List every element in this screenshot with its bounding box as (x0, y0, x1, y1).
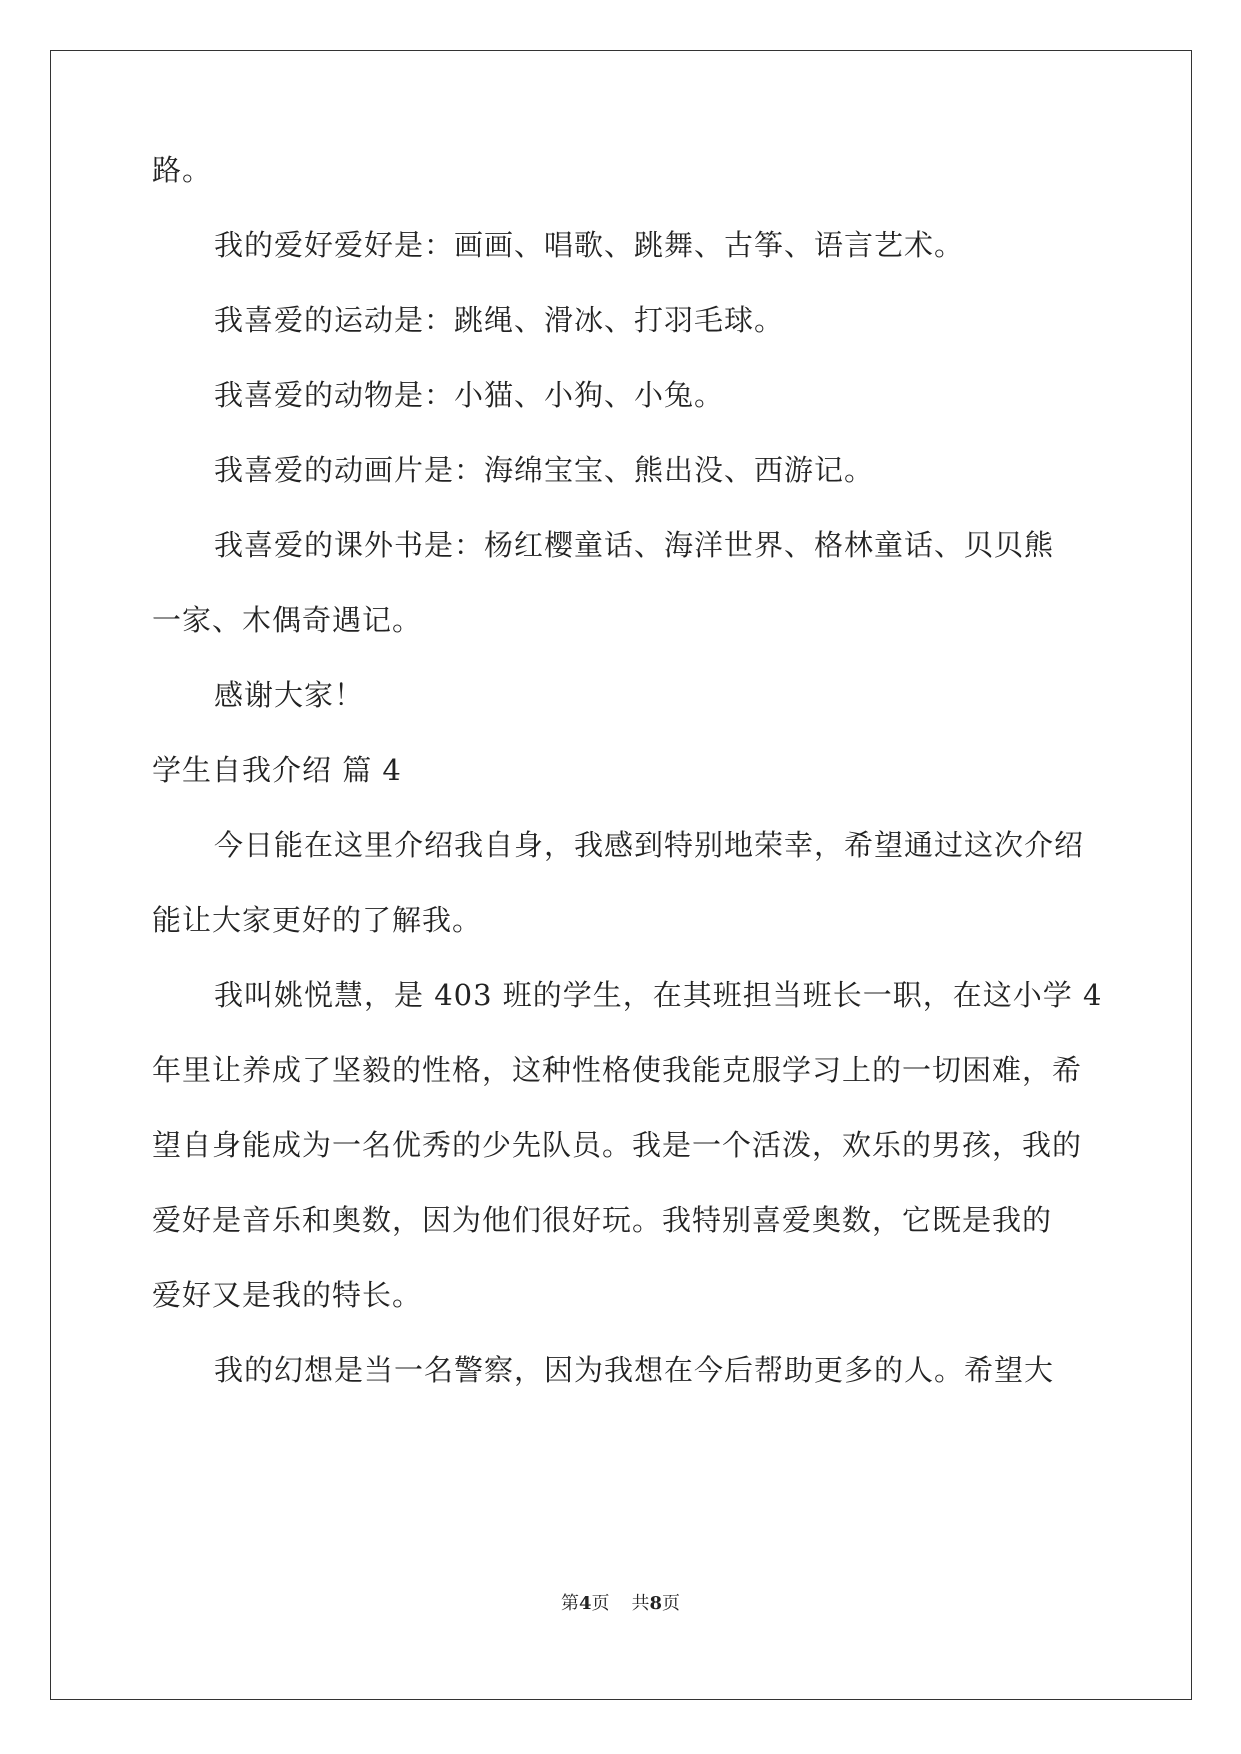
section-heading: 学生自我介绍 篇 4 (152, 753, 402, 787)
page-footer (0, 1592, 1241, 1616)
paragraph-line: 今日能在这里介绍我自身，我感到特别地荣幸，希望通过这次介绍 (214, 828, 1085, 862)
paragraph-line: 我喜爱的课外书是：杨红樱童话、海洋世界、格林童话、贝贝熊 (214, 528, 1055, 562)
paragraph-line: 年里让养成了坚毅的性格，这种性格使我能克服学习上的一切困难，希 (152, 1053, 1083, 1087)
paragraph-line: 爱好是音乐和奥数，因为他们很好玩。我特别喜爱奥数，它既是我的 (152, 1203, 1053, 1237)
total-suffix: 页 (662, 1593, 681, 1614)
paragraph-line: 我喜爱的动画片是：海绵宝宝、熊出没、西游记。 (214, 453, 875, 487)
paragraph-line: 我叫姚悦慧，是 403 班的学生，在其班担当班长一职，在这小学 4 (214, 978, 1103, 1012)
page-border (50, 50, 1192, 1700)
page-suffix: 页 (591, 1593, 610, 1614)
total-prefix: 共 (631, 1593, 650, 1614)
total-pages: 8 (649, 1593, 663, 1614)
paragraph-line: 感谢大家！ (214, 678, 365, 712)
paragraph-line: 能让大家更好的了解我。 (152, 903, 483, 937)
paragraph-line: 路。 (152, 153, 213, 187)
page-prefix: 第 (560, 1593, 579, 1614)
page-number: 4 (578, 1593, 592, 1614)
paragraph-line: 我的幻想是当一名警察，因为我想在今后帮助更多的人。希望大 (214, 1353, 1055, 1387)
paragraph-line: 我的爱好爱好是：画画、唱歌、跳舞、古筝、语言艺术。 (214, 228, 965, 262)
paragraph-line: 爱好又是我的特长。 (152, 1278, 423, 1312)
paragraph-line: 一家、木偶奇遇记。 (152, 603, 423, 637)
paragraph-line: 我喜爱的动物是：小猫、小狗、小兔。 (214, 378, 725, 412)
paragraph-line: 望自身能成为一名优秀的少先队员。我是一个活泼，欢乐的男孩，我的 (152, 1128, 1083, 1162)
paragraph-line: 我喜爱的运动是：跳绳、滑冰、打羽毛球。 (214, 303, 785, 337)
